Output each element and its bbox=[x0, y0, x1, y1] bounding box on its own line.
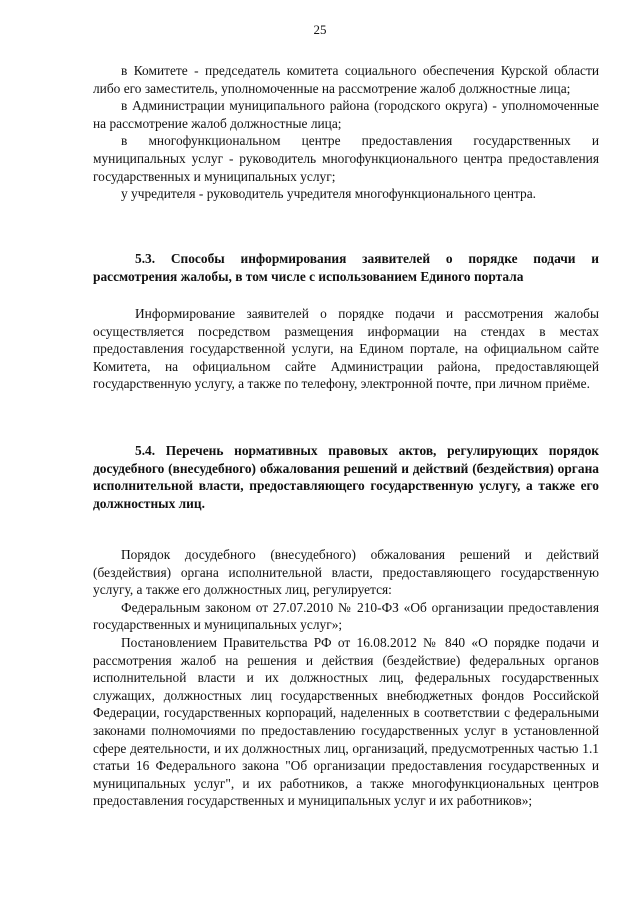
paragraph-federal-law: Федеральным законом от 27.07.2010 № 210-ФЗ «Об организации предоставления государственных и муниципальных услуг»; bbox=[93, 599, 599, 633]
complaint-reviewers-list bbox=[93, 62, 599, 203]
paragraph-administration: в Администрации муниципального района (городского округа) - уполномоченные на рассмотрение жалоб должностные лица; bbox=[93, 98, 599, 131]
paragraph-committee: в Комитете - председатель комитета социального обеспечения Курской области либо его заместитель, уполномоченные на рассмотрение жалоб должностные лица; bbox=[93, 63, 599, 96]
paragraph-informing: Информирование заявителей о порядке подачи и рассмотрения жалобы осуществляется посредством размещения информации на стендах в местах предоставления государственной услуги, на Едином портале, на официальном сайте Комитета, на официальном сайте Администрации района, предоставляющей государственную услугу, а также по телефону, электронной почте, при личном приёме. bbox=[93, 306, 599, 392]
section-5-3-body bbox=[93, 305, 599, 393]
page-number: 25 bbox=[313, 22, 327, 37]
section-5-3-heading bbox=[93, 250, 599, 285]
section-5-4-heading-text: 5.4. Перечень нормативных правовых актов, регулирующих порядок досудебного (внесудебного) обжалования решений и действий (бездействия) органа исполнительной власти, предоставляющего государственную услугу, а также его должностных лиц. bbox=[93, 443, 599, 511]
paragraph-procedure: Порядок досудебного (внесудебного) обжалования решений и действий (бездействия) органа исполнительной власти, предоставляющего государственную услугу, а также его должностных лиц, регулируется: bbox=[93, 547, 599, 598]
section-5-4-heading bbox=[93, 442, 599, 512]
paragraph-mfc: в многофункциональном центре предоставления государственных и муниципальных услуг - руководитель многофункционального центра предоставления государственных и муниципальных услуг; bbox=[93, 133, 599, 184]
section-5-4-body bbox=[93, 546, 599, 810]
paragraph-founder: у учредителя - руководитель учредителя многофункционального центра. bbox=[121, 186, 537, 202]
paragraph-government-decree: Постановлением Правительства РФ от 16.08.2012 № 840 «О порядке подачи и рассмотрения жалоб на решения и действия (бездействие) федеральных органов исполнительной власти и их должностных лиц, федеральных государственных служащих, должностных лиц государственных внебюджетных фондов Российской Федерации, государственных корпораций, наделенных в соответствии с федеральными законами полномочиями по предоставлению государственных услуг в установленной сфере деятельности, и их должностных лиц, организаций, предусмотренных частью 1.1 статьи 16 Федерального закона "Об организации предоставления государственных и муниципальных услуг", и их работников, а также многофункциональных центров предоставления государственных и муниципальных услуг и их работников»; bbox=[93, 634, 599, 809]
section-5-3-heading-text: 5.3. Способы информирования заявителей о порядке подачи и рассмотрения жалобы, в том числе с использованием Единого портала bbox=[93, 251, 599, 284]
